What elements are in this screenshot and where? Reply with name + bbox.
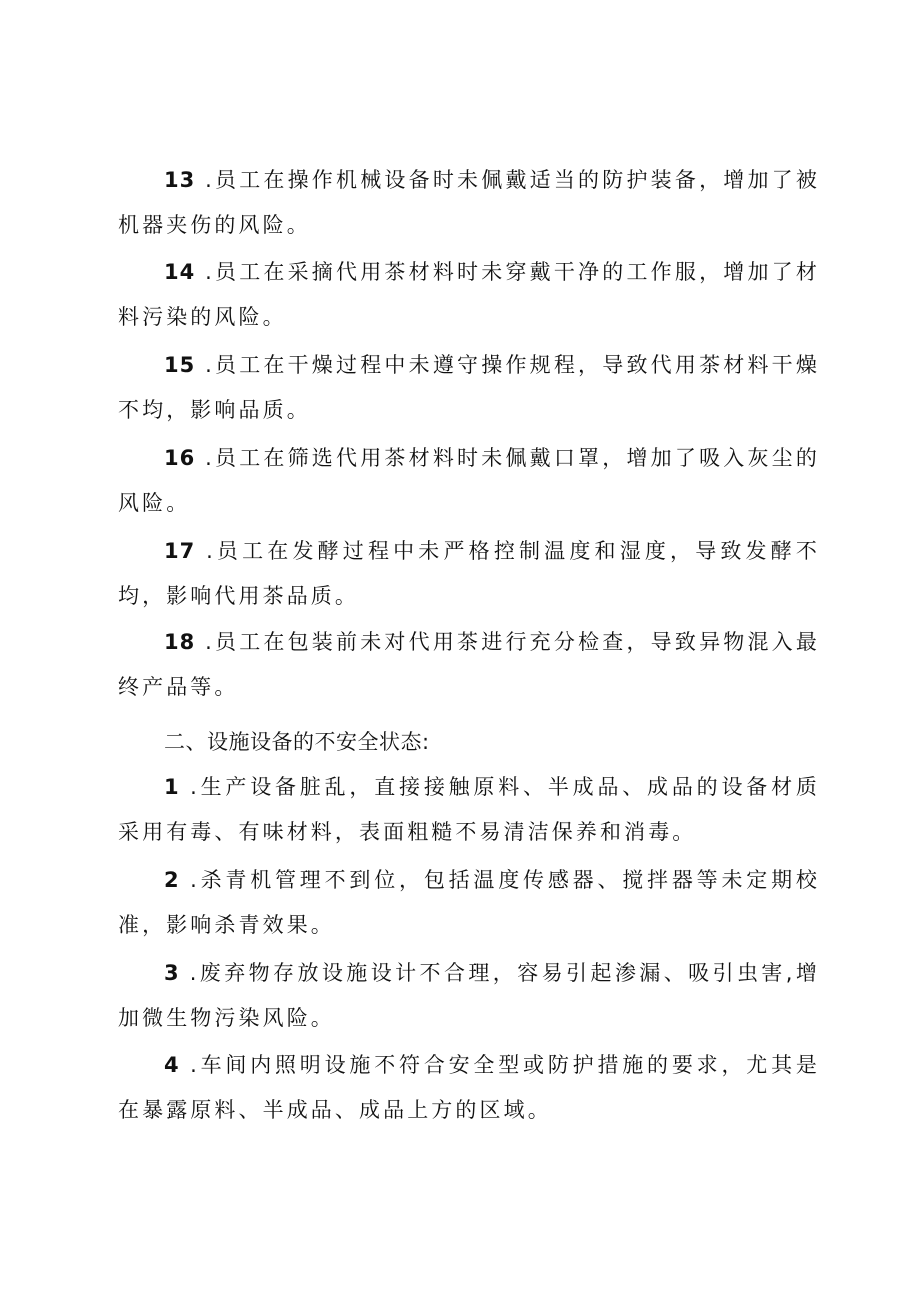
list-item-18 <box>118 620 820 710</box>
list-item-17 <box>118 529 820 619</box>
item-text: .员工在采摘代用茶材料时未穿戴干净的工作服，增加了材料污染的风险。 <box>118 260 820 329</box>
item-text: .废弃物存放设施设计不合理，容易引起渗漏、吸引虫害,增加微生物污染风险。 <box>118 961 820 1030</box>
item-text: .员工在发酵过程中未严格控制温度和湿度，导致发酵不均，影响代用茶品质。 <box>118 539 820 608</box>
list-item-4 <box>118 1043 820 1133</box>
list-item-1 <box>118 765 820 855</box>
item-text: .车间内照明设施不符合安全型或防护措施的要求，尤其是在暴露原料、半成品、成品上方的区域。 <box>118 1053 820 1122</box>
list-item-2 <box>118 858 820 948</box>
item-text: .员工在筛选代用茶材料时未佩戴口罩，增加了吸入灰尘的风险。 <box>118 446 820 515</box>
item-number: 4 <box>164 1053 180 1077</box>
list-item-16 <box>118 436 820 526</box>
item-number: 18 <box>164 630 196 654</box>
item-number: 2 <box>164 868 180 892</box>
item-text: .杀青机管理不到位，包括温度传感器、搅拌器等未定期校准，影响杀青效果。 <box>118 868 820 937</box>
item-number: 3 <box>164 961 180 985</box>
item-number: 14 <box>164 260 196 284</box>
list-item-15 <box>118 343 820 433</box>
item-text: .生产设备脏乱，直接接触原料、半成品、成品的设备材质采用有毒、有味材料，表面粗糙不易清洁保养和消毒。 <box>118 775 820 844</box>
list-item-13 <box>118 158 820 248</box>
item-number: 15 <box>164 353 196 377</box>
item-number: 17 <box>164 539 196 563</box>
item-text: .员工在操作机械设备时未佩戴适当的防护装备，增加了被机器夹伤的风险。 <box>118 168 820 237</box>
item-text: .员工在包装前未对代用茶进行充分检查，导致异物混入最终产品等。 <box>118 630 820 699</box>
section-heading: 二、设施设备的不安全状态: <box>164 730 430 754</box>
item-number: 13 <box>164 168 196 192</box>
item-number: 1 <box>164 775 180 799</box>
item-number: 16 <box>164 446 196 470</box>
list-item-14 <box>118 250 820 340</box>
item-text: .员工在干燥过程中未遵守操作规程，导致代用茶材料干燥不均，影响品质。 <box>118 353 820 422</box>
list-item-3 <box>118 951 820 1041</box>
